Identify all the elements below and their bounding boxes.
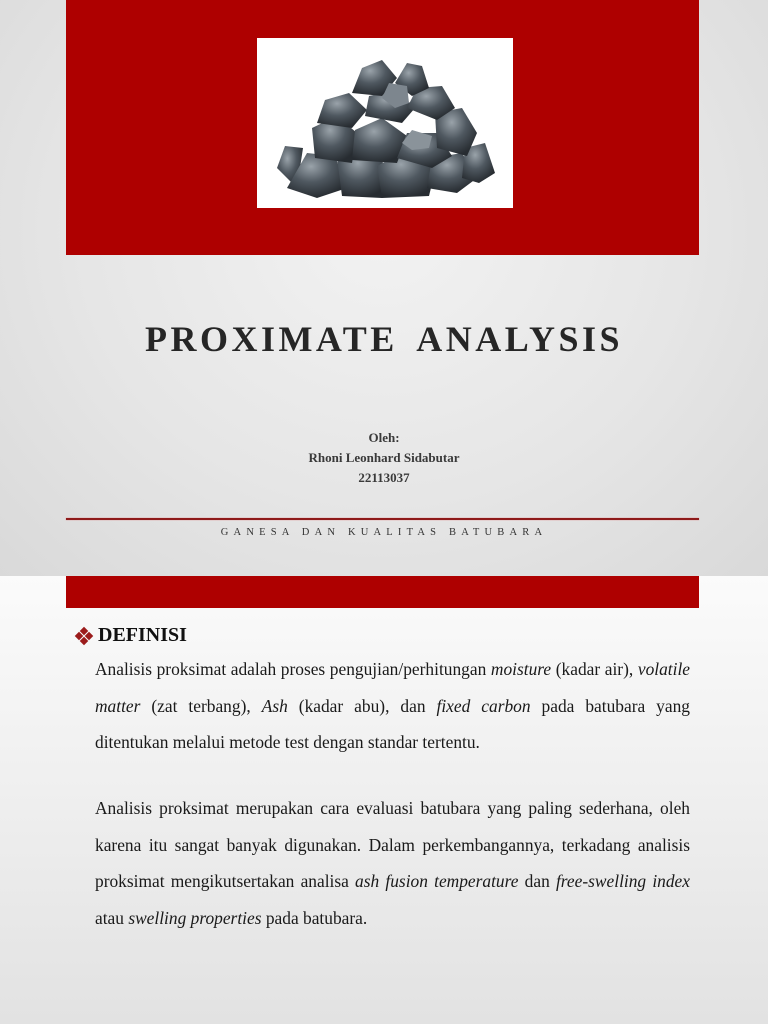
red-header-band	[66, 576, 699, 608]
coal-pile-icon	[257, 38, 513, 208]
slide-subtitle: GANESA DAN KUALITAS BATUBARA	[220, 527, 548, 538]
slide-title: PROXIMATE ANALYSIS	[144, 319, 624, 359]
separator-line	[66, 518, 699, 520]
content-slide	[0, 576, 768, 1024]
diamond-bullet-icon	[76, 628, 92, 644]
section-heading	[76, 624, 187, 647]
author-name: Rhoni Leonhard Sidabutar	[308, 450, 460, 465]
author-block	[0, 428, 768, 488]
evaluation-paragraph: Analisis proksimat merupakan cara evaluasi batubara yang paling sederhana, oleh karena itu sangat banyak digunakan. Dalam perkembangannya, terkadang analisis proksimat mengikutsertakan analisa ash fusion temperature dan free-swelling index atau swelling properties pada batubara.	[95, 798, 690, 928]
heading-label: DEFINISI	[98, 624, 187, 646]
author-student-id: 22113037	[358, 470, 410, 485]
author-by-label: Oleh:	[368, 430, 400, 445]
definition-paragraph: Analisis proksimat adalah proses pengujian/perhitungan moisture (kadar air), volatile matter (zat terbang), Ash (kadar abu), dan fixed carbon pada batubara yang ditentukan melalui metode test dengan standar tertentu.	[95, 659, 690, 752]
coal-photo	[257, 38, 513, 208]
